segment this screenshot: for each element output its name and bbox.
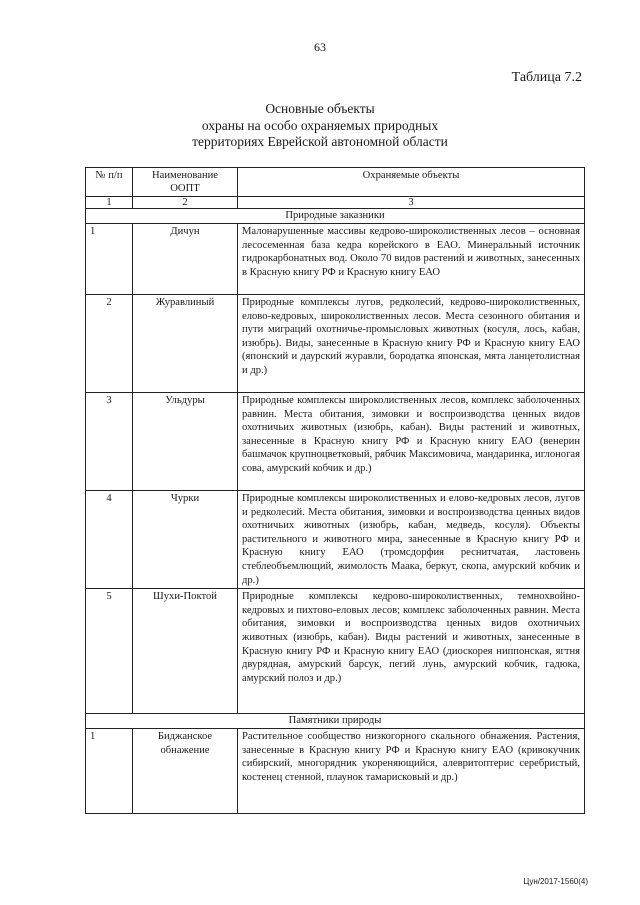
section-header-row: [86, 209, 585, 224]
column-number-row: [86, 197, 585, 209]
table-header-row: [86, 168, 585, 197]
row-objects: Малонарушенные массивы кедрово-широколиственных лесов – основная лесосеменная база кедра корейского в ЕАО. Минеральный источник гидрокарбонатных вод. Около 70 видов растений и животных, занесенных в Красную книгу РФ и Красную книгу ЕАО: [238, 224, 585, 295]
row-num: 5: [86, 589, 133, 714]
row-num: 2: [86, 295, 133, 393]
row-objects: Растительное сообщество низкогорного скального обнажения. Растения, занесенные в Красную книгу РФ и Красную книгу ЕАО (кривокучник сибирский, многорядник укореняющийся, алевритоптерис серебристый, костенец стенной, плаунок тамарисковый и др.): [238, 729, 585, 814]
row-objects: Природные комплексы лугов, редколесий, кедрово-широколиственных, елово-кедровых, широколиственных лесов. Места сезонного обитания и пути миграций охотничье-промысловых животных (косуля, лось, кабан, изюбрь). Виды, занесенные в Красную книгу РФ и Красную книгу ЕАО (японский и даурский журавли, бородатка японская, мята ланцетолистная и др.): [238, 295, 585, 393]
protected-objects-table: [85, 167, 585, 814]
row-name: Биджанское обнажение: [133, 729, 238, 814]
column-number: 2: [133, 197, 238, 209]
row-objects: Природные комплексы кедрово-широколиственных, темнохвойно-кедровых и пихтово-еловых лесов; комплекс заболоченных равнин. Места обитания, зимовки и воспроизводства ценных видов охотничьих животных (изюбрь, кабан). Виды растений и животных, занесенные в Красную книгу РФ и Красную книгу ЕАО (диоскорея ниппонская, ягтня двурядная, амурский барсук, пегий лунь, амурский кобчик, гадюка, амурский полоз и др.): [238, 589, 585, 714]
section-header-row: [86, 714, 585, 729]
table-row: [86, 589, 585, 714]
section-title: Природные заказники: [86, 209, 585, 224]
footer-code: Цун/2017-1560(4): [523, 877, 588, 886]
header-name: Наименование ООПТ: [133, 168, 238, 197]
title-line: Основные объекты: [265, 101, 375, 116]
column-number: 1: [86, 197, 133, 209]
row-name: Чурки: [133, 491, 238, 589]
table-row: [86, 295, 585, 393]
row-name: Ульдуры: [133, 393, 238, 491]
column-number: 3: [238, 197, 585, 209]
table-label: Таблица 7.2: [511, 70, 582, 85]
document-title: [0, 101, 640, 151]
table-row: [86, 729, 585, 814]
row-num: 1: [86, 729, 133, 814]
table-row: [86, 491, 585, 589]
title-line: территориях Еврейской автономной области: [192, 134, 448, 149]
row-name: Дичун: [133, 224, 238, 295]
page-number: 63: [314, 40, 326, 54]
row-objects: Природные комплексы широколиственных лесов, комплекс заболоченных равнин. Места обитания, зимовки и воспроизводства ценных видов охотничьих животных (изюбрь, кабан). Виды растений и животных, занесенные в Красную книгу РФ и Красную книгу ЕАО (венерин башмачок крупноцветковый, рябчик Максимовича, мандаринка, иглоногая сова, амурский кобчик и др.): [238, 393, 585, 491]
table-row: [86, 393, 585, 491]
title-line: охраны на особо охраняемых природных: [201, 117, 439, 133]
header-objects: Охраняемые объекты: [238, 168, 585, 197]
row-name: Журавлиный: [133, 295, 238, 393]
row-num: 3: [86, 393, 133, 491]
row-num: 1: [86, 224, 133, 295]
header-num: № п/п: [86, 168, 133, 197]
row-num: 4: [86, 491, 133, 589]
table-row: [86, 224, 585, 295]
row-objects: Природные комплексы широколиственных и елово-кедровых лесов, лугов и редколесий. Места обитания, зимовки и воспроизводства ценных видов охотничьих животных (изюбрь, кабан, медведь, косуля). Объекты растительного и животного мира, занесенные в Красную книгу РФ и Красную книгу ЕАО (тромсдорфия реснитчатая, ластовень стеблеобъемлющий, жимолость Маака, беркут, скопа, амурский кобчик и др.): [238, 491, 585, 589]
row-name: Шухи-Поктой: [133, 589, 238, 714]
section-title: Памятники природы: [86, 714, 585, 729]
